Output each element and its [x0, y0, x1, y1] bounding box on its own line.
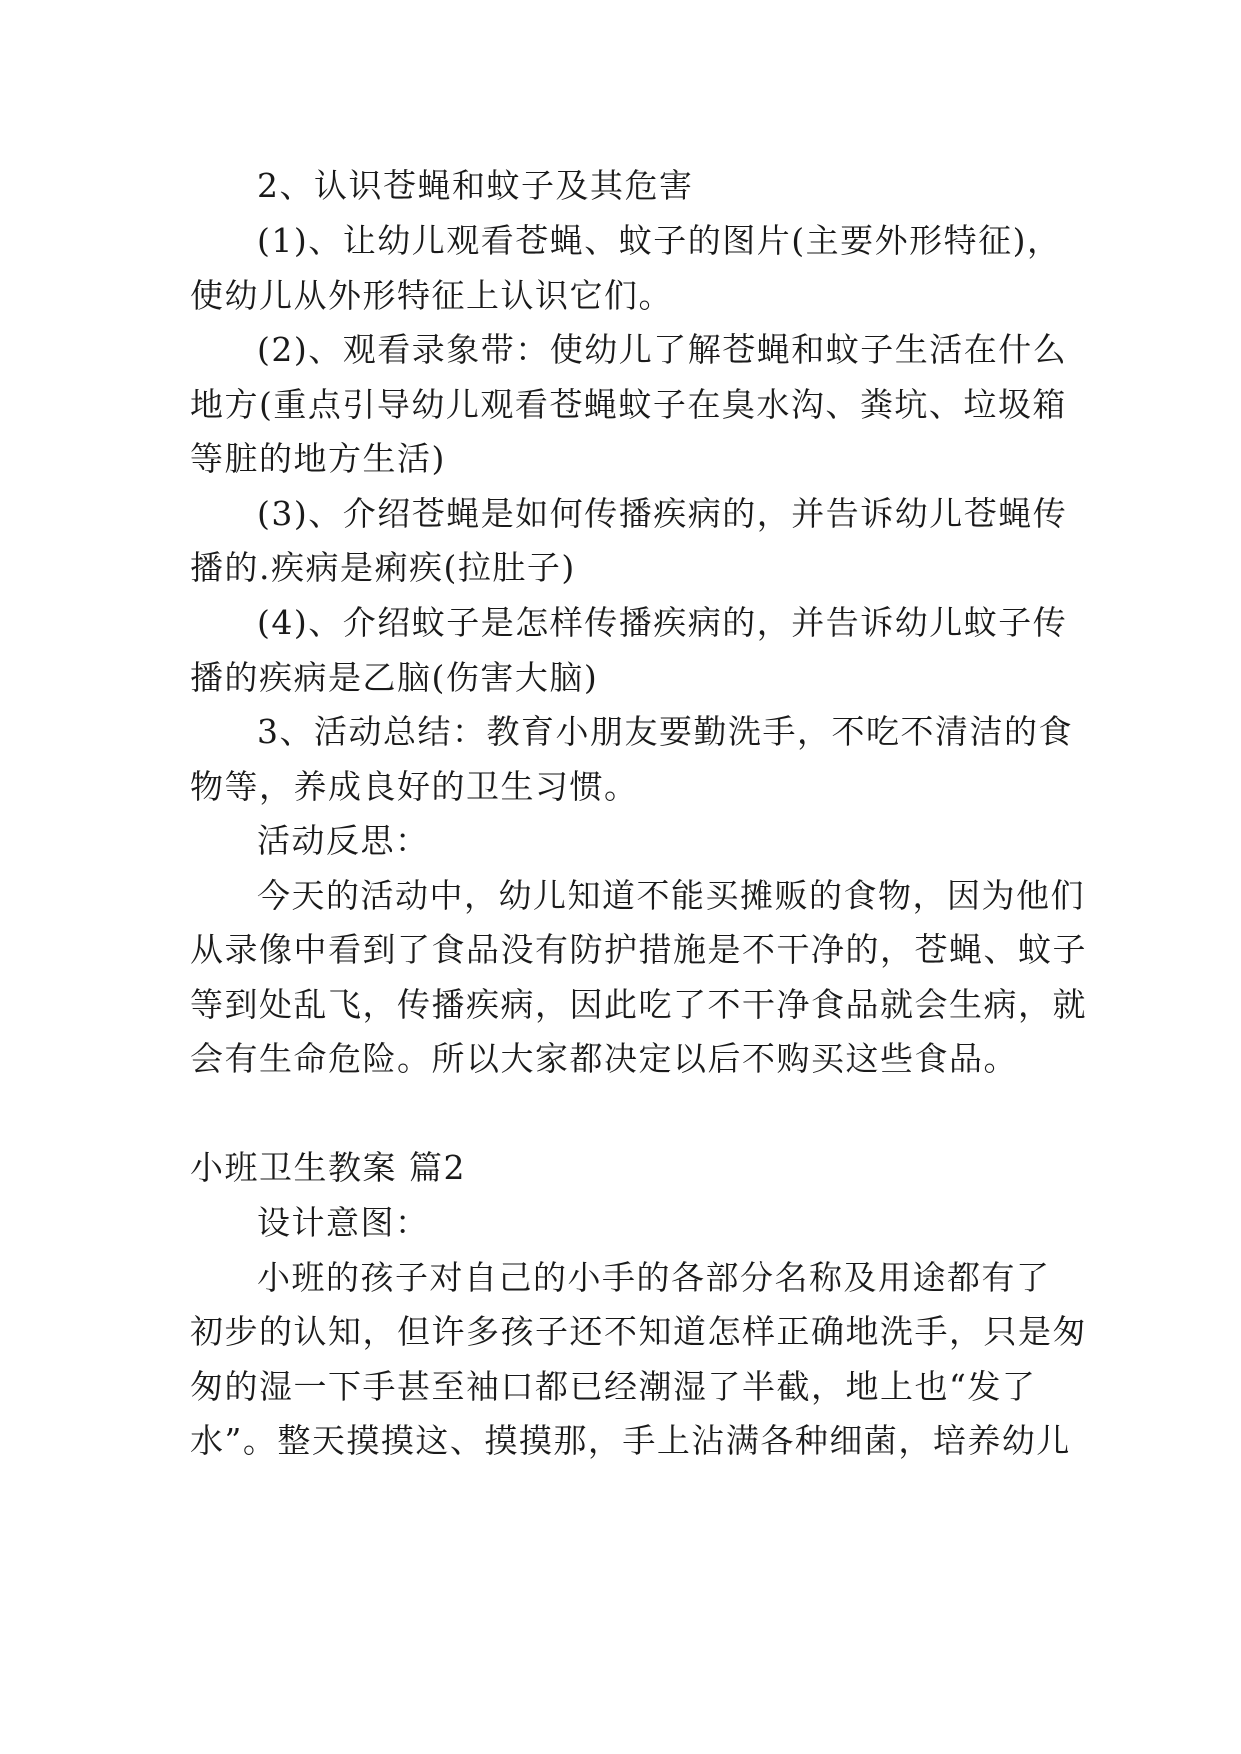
reflection-heading: 活动反思：	[257, 821, 430, 860]
paragraph-line: (2)、观看录象带：使幼儿了解苍蝇和蚊子生活在什么	[257, 330, 1068, 369]
paragraph-line: 播的疾病是乙脑(伤害大脑)	[190, 658, 599, 697]
paragraph-line: 地方(重点引导幼儿观看苍蝇蚊子在臭水沟、粪坑、垃圾箱	[190, 385, 1067, 424]
paragraph-line: 初步的认知，但许多孩子还不知道怎样正确地洗手，只是匆	[190, 1312, 1087, 1351]
section-heading-2: 2、认识苍蝇和蚊子及其危害	[257, 166, 694, 205]
paragraph-line: 3、活动总结：教育小朋友要勤洗手，不吃不清洁的食	[257, 712, 1073, 751]
design-intent-heading: 设计意图：	[257, 1203, 430, 1242]
paragraph-line: (1)、让幼儿观看苍蝇、蚊子的图片(主要外形特征)，	[257, 221, 1062, 260]
paragraph-line: 从录像中看到了食品没有防护措施是不干净的，苍蝇、蚊子	[190, 930, 1087, 969]
paragraph-line: 等到处乱飞，传播疾病，因此吃了不干净食品就会生病，就	[190, 985, 1087, 1024]
lesson-title: 小班卫生教案 篇2	[190, 1148, 466, 1187]
paragraph-line: 匆的湿一下手甚至袖口都已经潮湿了半截，地上也“发了	[190, 1367, 1037, 1406]
paragraph-line: 小班的孩子对自己的小手的各部分名称及用途都有了	[257, 1258, 1051, 1297]
paragraph-line: 水”。整天摸摸这、摸摸那，手上沾满各种细菌，培养幼儿	[190, 1421, 1071, 1460]
paragraph-line: 播的.疾病是痢疾(拉肚子)	[190, 548, 576, 587]
paragraph-line: 使幼儿从外形特征上认识它们。	[190, 276, 673, 315]
paragraph-line: 今天的活动中，幼儿知道不能买摊贩的食物，因为他们	[257, 876, 1085, 915]
paragraph-line: 等脏的地方生活)	[190, 439, 446, 478]
paragraph-line: (4)、介绍蚊子是怎样传播疾病的，并告诉幼儿蚊子传	[257, 603, 1068, 642]
paragraph-line: 会有生命危险。所以大家都决定以后不购买这些食品。	[190, 1039, 1018, 1078]
paragraph-line: (3)、介绍苍蝇是如何传播疾病的，并告诉幼儿苍蝇传	[257, 494, 1068, 533]
paragraph-line: 物等，养成良好的卫生习惯。	[190, 767, 639, 806]
